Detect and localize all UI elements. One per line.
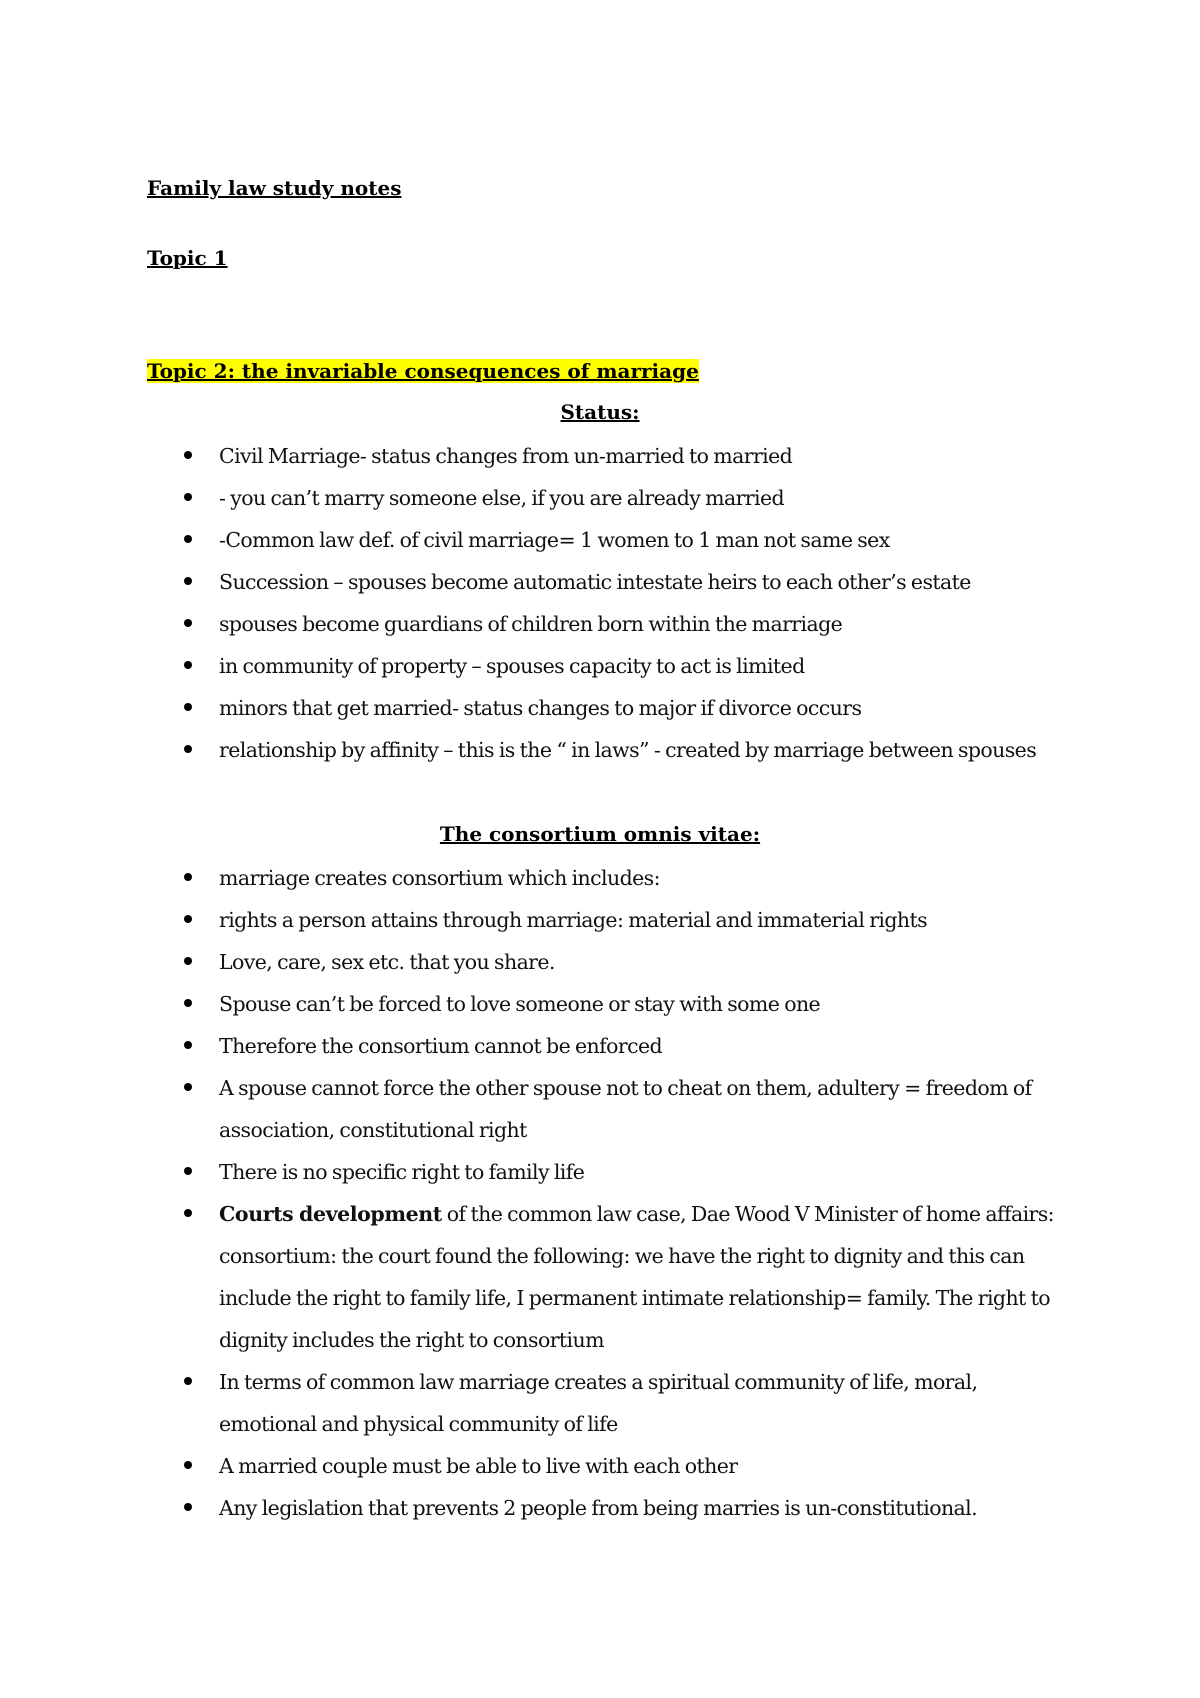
topic-1-heading: Topic 1 [147, 246, 228, 270]
list-item: spouses become guardians of children born within the marriage [0, 603, 1079, 645]
status-heading: Status: [560, 400, 640, 424]
list-item: -Common law def. of civil marriage= 1 women to 1 man not same sex [0, 519, 1079, 561]
list-item: Civil Marriage- status changes from un-married to married [0, 435, 1079, 477]
list-item: Any legislation that prevents 2 people from being marries is un-constitutional. [0, 1487, 1079, 1529]
list-item: Love, care, sex etc. that you share. [0, 941, 1079, 983]
list-item: - you can’t marry someone else, if you are already married [0, 477, 1079, 519]
consortium-list [0, 857, 1079, 1529]
list-item: in community of property – spouses capacity to act is limited [0, 645, 1079, 687]
list-item: marriage creates consortium which includes: [0, 857, 1079, 899]
courts-lead: Courts development [219, 1202, 442, 1226]
status-list [0, 435, 1079, 771]
list-item: rights a person attains through marriage: material and immaterial rights [0, 899, 1079, 941]
list-item: Succession – spouses become automatic intestate heirs to each other’s estate [0, 561, 1079, 603]
document-title: Family law study notes [147, 176, 402, 200]
list-item: Therefore the consortium cannot be enforced [0, 1025, 1079, 1067]
topic-2-heading [147, 359, 699, 383]
list-item: A married couple must be able to live with each other [0, 1445, 1079, 1487]
topic-2-highlight: Topic 2: the invariable consequences of marriage [147, 359, 699, 383]
list-item: relationship by affinity – this is the “ in laws” - created by marriage between spouses [0, 729, 1079, 771]
consortium-heading: The consortium omnis vitae: [439, 822, 761, 846]
list-item: A spouse cannot force the other spouse not to cheat on them, adultery = freedom of association, constitutional right [0, 1067, 1079, 1151]
courts-text: of the common law case, Dae Wood V Minister of home affairs: consortium: the court found the following: we have the right to dignity and this can include the right to family life, I permanent intimate relationship= family. The right to dignity includes the right to consortium [219, 1202, 1054, 1352]
list-item: In terms of common law marriage creates a spiritual community of life, moral, emotional and physical community of life [0, 1361, 1079, 1445]
list-item: Spouse can’t be forced to love someone or stay with some one [0, 983, 1079, 1025]
list-item: There is no specific right to family life [0, 1151, 1079, 1193]
list-item: minors that get married- status changes to major if divorce occurs [0, 687, 1079, 729]
list-item-courts [0, 1193, 1079, 1361]
